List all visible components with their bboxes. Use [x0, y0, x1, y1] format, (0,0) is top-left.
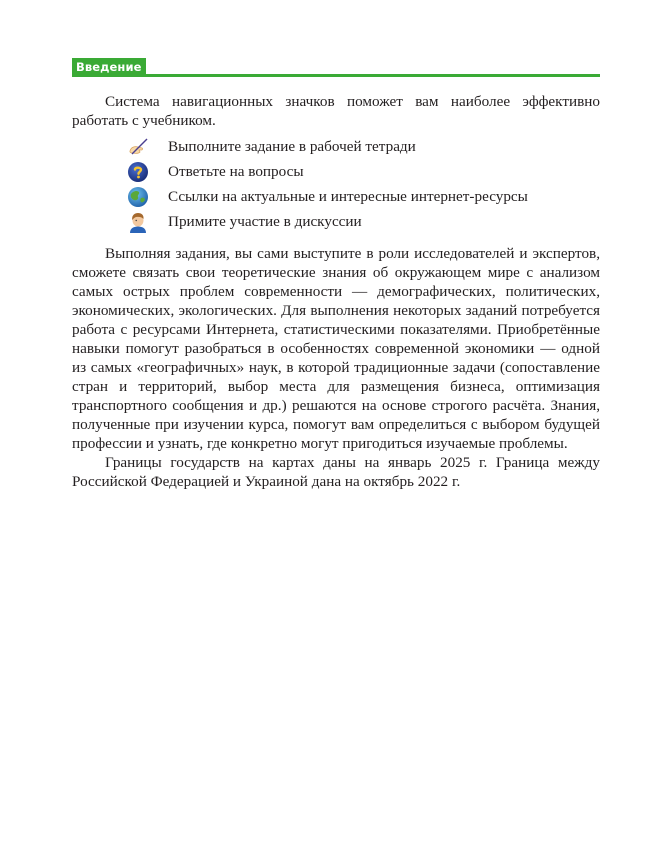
legend-item-workbook — [72, 134, 600, 159]
body-paragraph: Выполняя задания, вы сами выступите в роли исследователей и экспертов, сможете связать свои теоретические знания об окружающем мире с анализом самых острых проблем современности — демографических, политических, экономических, экологических. Для выполнения некоторых заданий потребуется работа с ресурсами Интернета, статистическими показателями. Приобретённые навыки помогут разобраться в особенностях современной экономики — одной из самых «географичных» наук, в которой традиционные задачи (сопоставление стран и территорий, выбор места для размещения бизнеса, оптимизация транспортного сообщения и др.) решаются на основе строгого расчёта. Знания, полученные при изучении курса, помогут вам определиться с выбором будущей профессии и узнать, где конкретно могут пригодиться изучаемые проблемы. — [72, 245, 600, 452]
legend-label: Ссылки на актуальные и интересные интернет-ресурсы — [168, 188, 528, 205]
intro-paragraph: Система навигационных значков поможет вам наиболее эффективно работать с учебником. — [72, 93, 600, 129]
borders-note-paragraph: Границы государств на картах даны на январь 2025 г. Граница между Российской Федерацией и Украиной дана на октябрь 2022 г. — [72, 454, 600, 490]
pencil-hand-icon — [127, 136, 149, 158]
legend-item-questions — [72, 159, 600, 184]
page-content — [72, 92, 600, 491]
legend-item-links — [72, 184, 600, 209]
icon-legend — [72, 134, 600, 234]
legend-label: Ответьте на вопросы — [168, 163, 304, 180]
section-label: Введение — [72, 58, 146, 76]
globe-icon — [127, 186, 149, 208]
person-discussion-icon — [127, 211, 149, 233]
section-header — [72, 58, 600, 78]
question-mark-icon — [127, 161, 149, 183]
legend-label: Примите участие в дискуссии — [168, 213, 362, 230]
header-rule — [72, 74, 600, 77]
legend-item-discussion — [72, 209, 600, 234]
legend-label: Выполните задание в рабочей тетради — [168, 138, 416, 155]
